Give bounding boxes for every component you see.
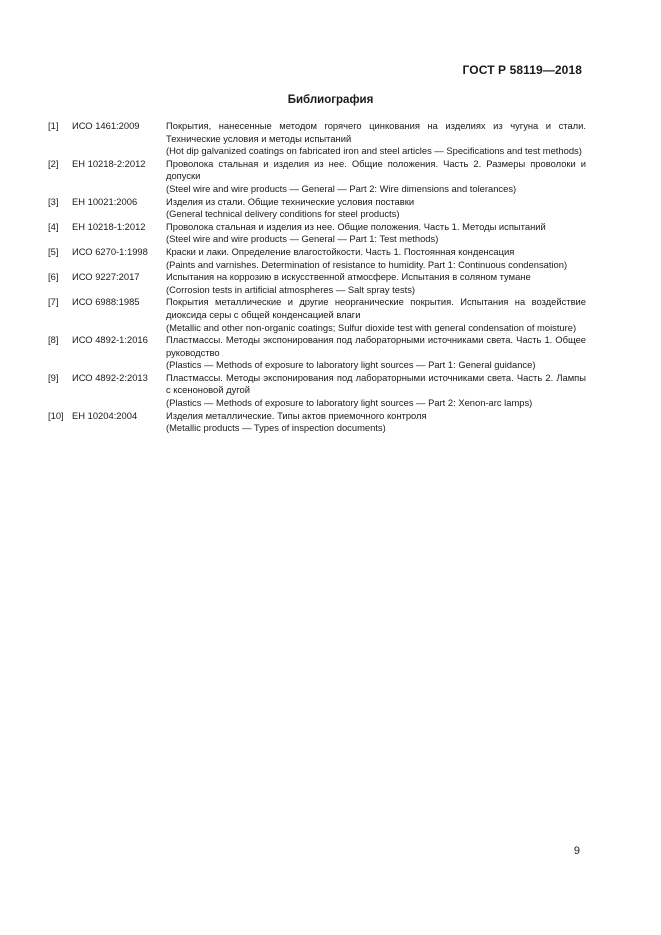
entry-description [166, 120, 586, 158]
entry-code: ИСО 9227:2017 [72, 271, 140, 283]
entry-number: [10] [48, 409, 64, 421]
bibliography-entry [48, 271, 586, 296]
entry-code: ЕН 10204:2004 [72, 409, 138, 421]
bibliography-entry [48, 158, 586, 196]
entry-title-en: (Hot dip galvanized coatings on fabricated iron and steel articles — Specifications and test methods) [166, 145, 582, 157]
bibliography-entry [48, 410, 586, 435]
entry-code: ЕН 10218-1:2012 [72, 220, 146, 232]
entry-title-ru: Краски и лаки. Определение влагостойкости. Часть 1. Постоянная конденсация [166, 245, 515, 257]
bibliography-list [48, 120, 586, 435]
entry-title-ru: Покрытия металлические и другие неорганические покрытия. Испытания на воздействие диоксида серы с общей конденсацией влаги [166, 296, 586, 320]
entry-description [166, 221, 586, 246]
entry-code: ИСО 6270-1:1998 [72, 245, 148, 257]
bibliography-entry [48, 246, 586, 271]
page-number: 9 [573, 845, 580, 857]
entry-title-ru: Изделия металлические. Типы актов приемочного контроля [166, 409, 427, 421]
entry-description [166, 271, 586, 296]
entry-description [166, 410, 586, 435]
entry-description [166, 372, 586, 410]
entry-title-ru: Изделия из стали. Общие технические условия поставки [166, 195, 415, 207]
entry-number: [6] [48, 271, 59, 283]
entry-number: [3] [48, 195, 59, 207]
entry-description [166, 334, 586, 372]
entry-title-en: (Paints and varnishes. Determination of resistance to humidity. Part 1: Continuous condensation) [166, 258, 568, 270]
entry-number: [2] [48, 157, 59, 169]
entry-number: [1] [48, 120, 59, 131]
entry-number: [7] [48, 296, 59, 308]
entry-title-en: (Plastics — Methods of exposure to laboratory light sources — Part 1: General guidance) [166, 359, 536, 371]
entry-title-ru: Пластмассы. Методы экспонирования под лабораторными источниками света. Часть 1. Общее руководство [166, 334, 586, 358]
entry-code: ИСО 6988:1985 [72, 296, 140, 308]
entry-title-en: (Corrosion tests in artificial atmospheres — Salt spray tests) [166, 283, 416, 295]
bibliography-entry [48, 334, 586, 372]
entry-description [166, 246, 586, 271]
entry-code: ИСО 4892-2:2013 [72, 371, 148, 383]
entry-title-en: (Steel wire and wire products — General — Part 1: Test methods) [166, 233, 439, 245]
entry-number: [5] [48, 245, 59, 257]
entry-title-ru: Пластмассы. Методы экспонирования под лабораторными источниками света. Часть 2. Лампы с ксеноновой дугой [166, 371, 586, 396]
entry-title-ru: Проволока стальная и изделия из нее. Общие положения. Часть 2. Размеры проволоки и допуски [166, 157, 586, 182]
bibliography-entry [48, 372, 586, 410]
entry-number: [4] [48, 220, 59, 232]
entry-title-en: (General technical delivery conditions for steel products) [166, 208, 400, 220]
entry-title-en: (Plastics — Methods of exposure to laboratory light sources — Part 2: Xenon-arc lamps) [166, 397, 533, 409]
entry-code: ЕН 10218-2:2012 [72, 157, 146, 169]
entry-code: ЕН 10021:2006 [72, 195, 138, 207]
entry-code: ИСО 1461:2009 [72, 120, 140, 131]
entry-description [166, 158, 586, 196]
bibliography-entry [48, 120, 586, 158]
page-title: Библиография [287, 94, 374, 106]
entry-description [166, 296, 586, 334]
bibliography-entry [48, 221, 586, 246]
entry-title-en: (Metallic products — Types of inspection documents) [166, 422, 386, 434]
entry-title-en: (Metallic and other non-organic coatings; Sulfur dioxide test with general condensation of moisture) [166, 321, 577, 333]
bibliography-entry [48, 196, 586, 221]
entry-title-ru: Проволока стальная и изделия из нее. Общие положения. Часть 1. Методы испытаний [166, 220, 546, 232]
entry-title-en: (Steel wire and wire products — General — Part 2: Wire dimensions and tolerances) [166, 182, 517, 194]
entry-description [166, 196, 586, 221]
standard-designation: ГОСТ Р 58119—2018 [462, 63, 582, 77]
entry-title-ru: Покрытия, нанесенные методом горячего цинкования на изделиях из чугуна и стали. Технические условия и методы испытаний [166, 120, 586, 144]
entry-title-ru: Испытания на коррозию в искусственной атмосфере. Испытания в соляном тумане [166, 271, 531, 283]
bibliography-entry [48, 296, 586, 334]
entry-number: [8] [48, 334, 59, 346]
entry-number: [9] [48, 371, 59, 383]
entry-code: ИСО 4892-1:2016 [72, 334, 148, 346]
